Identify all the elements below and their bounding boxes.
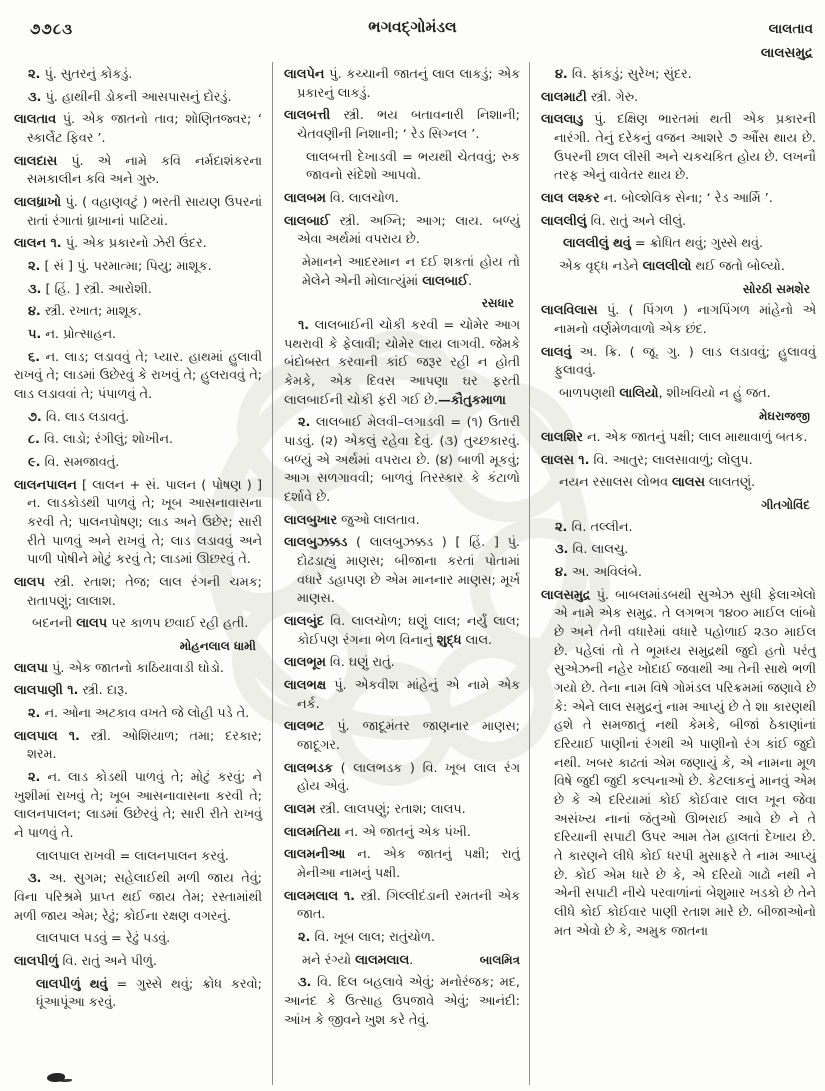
sense-number: ૩. [28,89,42,105]
dictionary-entry: લાલભટ પું. જાદૂમંતર જાણનાર માણસ; જાદૂગર. [284,719,520,754]
dictionary-entry: લાલમ સ્ત્રી. લાલપણું; રતાશ; લાલપ. [284,802,466,818]
sense-number: ૪. [28,304,41,320]
dictionary-entry: લાલવિલાસ પું. ( પિંગળ ) નાગપિંગળ માંહેનો એ નામનો વર્ણમેળવાળો એક છંદ. [541,303,816,337]
idiom-line: લાલલીલું થવું = ક્રોધિત થવું; ગુસ્સે થવું. [563,236,764,252]
idiom-line: લાલપીળું થવું = ગુસ્સે થવું; ક્રોધ કરવો; ધૂંઆપૂંઆ કરવું. [36,976,262,1011]
dictionary-entry: લાલબમ વિ. લાલચોળ. [284,191,399,207]
headword: લાલબત્તી [284,108,331,124]
columns [10,62,818,1085]
sense-number: ૮. [28,432,40,448]
sense-number: ૫. [28,327,42,343]
sense-definition: ૫. ન. પ્રોત્સાહન. [28,327,117,343]
headword: લાલસ ૧. [541,452,590,468]
dictionary-entry: લાલબાઈ સ્ત્રી. અગ્નિ; આગ; લાય. બળ્યું એવા અર્થમાં વપરાય છે. [284,213,520,248]
attribution: સોરઠી સમશેર [742,281,810,296]
headword: લાલમનીઆ [284,847,345,863]
sense-definition: ૬. ન. લાડ; લડાવવું તે; પ્યાર. હાથમાં હુલાવી રાખવું તે; લાડમાં ઉછેરવું કે રાખવું તે; હુલરાવવું તે; લાડ લડાવવાં તે; પંપાળવું તે. [14,349,262,403]
headword: લાલદાસ [14,153,58,169]
headword: લાલપેન [284,67,325,82]
sense-number: ૨. [298,930,311,946]
sense-definition: ૩. પું. હાથીની ડોકની આસપાસનું દોરડું. [28,89,232,105]
page-title: ભગવદ્ગોમંડલ [368,18,457,36]
sense-number: ૨. [28,259,41,275]
headword: લાલબાઈ [284,213,330,229]
headword: લાલશિર [541,430,583,446]
sense-definition: ૨. [ સં ] પું. પરમાત્મા; પિયુ; માશૂક. [28,259,212,275]
dictionary-entry: લાલબત્તી સ્ત્રી. ભય બતાવનારી નિશાની; ચેતવણીની નિશાની; ‘ રેડ સિગ્નલ ’. [284,108,520,143]
dictionary-entry: લાલભક્ષ પું. એકવીશ માંહેનું એ નામે એક નર્ક. [284,678,520,712]
sense-definition: ૨. વિ. તલ્લીન. [555,519,633,535]
column-3 [530,62,818,1085]
dictionary-entry: લાલસ ૧. વિ. આતુર; લાલસાવાળું; લોલુપ. [541,452,753,468]
sense-definition: ૩. વિ. લાલચુ. [555,542,629,558]
headword: લાલભૂમ [284,655,326,671]
sense-definition: ૪. અ. અવિલંબે. [555,564,642,580]
headword: લાલવિલાસ [541,303,598,319]
headword: લાલતાવ [14,112,57,128]
sense-definition: ૨. વિ. ખૂબ લાલ; રાતુંચોળ. [298,930,435,946]
idiom-line: લાલપાલ પડવું = રેઢું પડવું. [36,931,171,947]
page-number: ૭૭૮૩ [30,20,74,38]
sense-definition: ૨. ન. ઓના અટકાવ વખતે જે લોહી પડે તે. [28,706,250,721]
sense-definition: ૩. અ. સુગમ; સહેલાઈથી મળી જાય તેવું; વિના પરિશ્રમે પ્રાપ્ત થઈ જાય તેમ; રસ્તામાંથી મળી જાય એમ; રેઢું; કોઈના રક્ષણ વગરનું. [14,871,262,924]
dictionary-entry: લાલભૂમ વિ. ઘણું રાતું. [284,655,395,671]
headword: લાલમતિયા [284,824,341,840]
headword: લાલપાલ ૧. [14,728,80,744]
sense-definition: ૪. સ્ત્રી. રખાત; માશૂક. [28,304,142,320]
headword: લાલનપાલન [14,477,77,493]
attribution: મોહનલાલ ધામી [179,639,256,654]
dictionary-entry: લાલપાણી ૧. સ્ત્રી. દારૂ. [14,683,128,699]
sense-definition: ૧. લાલબાઈની ચોકી કરવી = ચોમેર આગ પથરાવી કે ફેલાવી; ચોમેર લાય લાગવી. જેમકે બંદોબસ્ત કરવાની કાંઈ જરૂર રહી ન હોતી કેમકે, એક દિવસ આપણા ઘર ફરતી લાલબાઈની ચોકી ફરી ગઈ છે.—કૌતુકમાળા [284,317,520,408]
headword: લાલમલાલ ૧. [284,888,356,904]
headword: લાલધ્રાખો [14,195,62,211]
guide-word-bottom: લાલસમુદ્ર [760,44,813,61]
sense-number: ૩. [298,975,312,991]
headword: લાલબમ [284,191,326,207]
attribution: બાલમિત્ર [479,952,520,967]
dictionary-entry: લાલ લશ્કર ન. બોલ્શેવિક સેના; ‘ રેડ આર્મિ ’. [541,191,773,207]
sense-number: ૩. [28,871,42,887]
dictionary-entry: લાલસમુદ્ર પું. બાબલમાંડબથી સુએઝ સુધી ફેલાએલો એ નામે એક સમુદ્ર. તે લગભગ ૧૪૦૦ માઈલ લાંબો છે અને તેની વધારેમાં વધારે પહોળાઈ ૨૩૦ માઈલ છે. પહેલાં તો તે ભૂમધ્ય સમુદ્રથી જુદો હતો પરંતુ સુએઝની નહેર ખોદાઈ જવાથી આ તેની સાથે ભળી ગયો છે. તેના નામ વિષે ગોમંડલ પરિક્રમમાં જણાવે છે કે: એને લાલ સમુદ્રનું નામ આપ્યું છે તે શા કારણથી હશે તે સમજાતું નથી કેમકે, બીજાં ઠેકાણાંનાં દરિયાઈ પાણીનાં રંગથી એ પાણીનો રંગ કાંઈ જુદો નથી. ખબર કાઢતાં એમ જણાયું કે, એ નામના મૂળ વિષે જુદી જુદી કલ્પનાઓ છે. કેટલાકનું માનવું એમ છે કે એ દરિયામાં કોઈ કોઈવાર લાલ ખૂન જેવા અસંખ્ય નાનાં જંતુઓ ઊભરાઈ આવે છે ને તે દરિયાની સપાટી ઉપર આમ તેમ હાલતાં દેખાય છે. તે કારણને લીધે કોઈ ધરપી મુસાફરે તે નામ આપ્યું છે. કોઈ એમ ધારે છે કે, એ દરિયો ગાઢો નથી ને એની સપાટી નીચે પરવાળાંનાં બેશુમાર ખડકો છે તેને લીધે કોઈ કોઈવાર પાણી રતાશ મારે છે. બીજાઓનો મત એવો છે કે, અમુક જાતના [541,587,816,939]
guide-word-top: લાલતાવ [768,21,813,37]
headword: લાલપ [14,575,45,591]
sense-number: ૨. [28,770,41,786]
dictionary-entry: લાલપાલ ૧. સ્ત્રી. ઓશિયાળ; તમા; દરકાર; શરમ. [14,728,262,763]
sense-definition: ૭. વિ. લાડ લડાવતું. [28,409,130,425]
dictionary-entry: લાલનપાલન [ લાલન + સં. પાલન ( પોષણ ) ] ન. લાડકોડથી પાળવું તે; ખૂબ આસનાવાસના કરવી તે; પાલનપોષણ; લાડ અને ઉછેર; સારી રીતે પાળવું અને રાખવું તે; લાડ લડાવવું અને પાળી પોષીને મોટું કરવું તે; લાડમાં ઊછરવું તે. [14,477,262,568]
dictionary-entry: લાલભડક ( લાલભડક ) વિ. ખૂબ લાલ રંગ હોય એવું. [284,760,521,795]
sense-number: ૬. [28,349,41,365]
headword: લાલભડક [284,760,333,776]
headword: લાલમ [284,802,316,818]
column-1 [10,62,272,1085]
dictionary-entry: લાલવું અ. ક્રિ. ( જૂ. ગુ. ) લાડ લડાવવું; હુલાવવું ફુલાવવું. [541,344,816,379]
headword: લાલસમુદ્ર [541,587,591,603]
headword: લાલ લશ્કર [541,191,600,207]
quotation: એક વૃદ્ધ નડેને લાલલીલો થઈ જતો બોલ્યો. [559,259,785,275]
attribution: ગીતગોવિંદ [761,498,810,513]
dictionary-entry: લાલલીલું વિ. રાતું અને લીલું. [541,213,687,229]
sense-number: ૭. [28,409,42,425]
headword: લાલલાડુ [541,112,584,128]
dictionary-entry: લાલલાડુ પું. દક્ષિણ ભારતમાં થતી એક પ્રકારની નારંગી. તેનું દરેકનું વજન આશરે ૭ ઔંસ થાય છે. ઉપરની છાલ લીસી અને ચકચકિત હોય છે. લખનૌ તરફ એનું વાવેતર થાય છે. [541,112,816,184]
sense-number: ૨. [555,519,568,535]
headword: લાલન ૧. [14,236,62,252]
sense-definition: ૨. લાલબાઈ મેલવી–લગાડવી = (૧) ઉતારી પાડવું. (૨) એકલું રહેવા દેવું. (૩) તુચ્છકારવું. બળ્યું એ અર્થમાં વપરાય છે. (૪) બાળી મૂકવું; આગ સળગાવવી; બાળવું તિરસ્કાર કે કંટાળો દર્શાવે છે. [284,415,520,505]
dictionary-entry: લાલમનીઆ ન. એક જાતનું પક્ષી; રાતું મેનીઆ નામનું પક્ષી. [284,847,520,882]
headword: લાલપાણી ૧. [14,683,79,699]
sense-number: ૯. [28,455,41,471]
guide-words [761,18,813,65]
headword: લાલબુંદ [284,613,324,629]
dictionary-entry: લાલધ્રાખો પું. ( વહાણવટું ) ભરતી સાયણ ઉપરનાં રાતાં રંગાતાં ધ્રાખાનાં પાટિયાં. [14,195,263,229]
dictionary-entry: લાલન ૧. પું. એક પ્રકારનો ઝેરી ઉંદર. [14,236,207,252]
sense-number: ૪. [555,564,568,580]
dictionary-entry: લાલપીળું વિ. રાતું અને પીળું. [14,954,157,970]
dictionary-entry: લાલબુઝક્કડ ( લાલબુઝક્કડ ) [ હિં. ] પું. દોઢડાહ્યું માણસ; બીજાના કરતાં પોતામાં વધારે ડહાપણ છે એમ માનનાર માણસ; મૂર્ખ માણસ. [284,535,521,607]
sense-number: ૨. [28,67,41,82]
sense-number: ૪. [555,67,568,82]
headword: લાલપીળું [14,954,59,970]
sense-definition: ૮. વિ. લાડો; રંગીલું; શોખીન. [28,432,173,448]
page-header [0,14,825,62]
attribution: રસધાર [481,296,514,311]
dictionary-entry: લાલમલાલ ૧. સ્ત્રી. ગિલ્લીદંડાની રમતની એક જાત. [284,888,520,923]
headword: લાલલીલું [541,213,587,229]
headword: લાલપા [14,660,48,676]
dictionary-entry: લાલમાટી સ્ત્રી. ગેરુ. [541,89,639,105]
idiom-line: લાલપાલ રાખવી = લાલનપાલન કરવું. [36,848,229,864]
dictionary-entry: લાલપ સ્ત્રી. રતાશ; તેજ; લાલ રંગની ચમક; રાતાપણું; લાલાશ. [14,575,262,609]
dictionary-entry: લાલશિર ન. એક જાતનું પક્ષી; લાલ માથાવાળું બતક. [541,430,808,446]
sense-number: ૩. [555,542,569,558]
headword: લાલભક્ષ [284,678,327,693]
sense-definition: ૩. વિ. દિલ બહલાવે એવું; મનોરંજક; મદ, આનંદ કે ઉત્સાહ ઉપજાવે એવું; આનંદી: આંખ કે જીવને ખુશ કરે તેવું. [284,975,520,1028]
sense-definition: ૨. ન. લાડ કોડથી પાળવું તે; મોટું કરવું; ને ખુશીમાં રાખવું તે; ખૂબ આસનાવાસના કરવી તે; લાલનપાલન; લાડમાં ઉછેરવું તે; સારી રીતે રાખવું ને પાળવું તે. [14,770,262,842]
quote-with-attribution [284,952,520,971]
attribution: મેઘરાજજી [758,408,810,423]
sense-number: ૩. [28,281,42,297]
dictionary-entry: લાલબુખાર જુઓ લાલતાવ. [284,512,420,528]
headword: લાલભટ [284,719,325,735]
quotation: બાળપણથી લાલિયો, શીખવિયો ન હું જત. [559,385,771,401]
quote-text: મને રંગ્યો લાલમલાલ. [302,952,414,968]
dictionary-entry: લાલતાવ પું. એક જાતનો તાવ; શોણિતજ્વર; ‘ સ્કાર્લેટ ફિવર ’. [14,112,262,147]
sense-number: ૧. [298,317,310,333]
column-2 [272,62,530,1085]
sense-definition: ૩. [ હિં. ] સ્ત્રી. આરોશી. [28,281,152,297]
sense-definition: ૨. પું. સુતરનું કોકડું. [28,67,133,82]
sense-number: ૨. [28,706,41,721]
sense-definition: ૯. વિ. સમજાવતું. [28,455,120,471]
dictionary-entry: લાલપેન પું. કચ્ચાની જાતનું લાલ લાકડું; એક પ્રકારનું લાકડું. [284,67,520,101]
quotation: મેમાનને આદરમાન ન દઈ શકતાં હોય તો મેલેને એની મોલાત્યુંમાં લાલબાઈ. [302,255,520,289]
quotation: નયન રસાલસ લોભવ લાલસ લાલતણું. [559,475,756,491]
headword: લાલવું [541,344,572,360]
headword: લાલબુખાર [284,512,338,528]
dictionary-entry: લાલપા પું. એક જાતનો કાઠિયાવાડી ઘોડો. [14,660,224,676]
sense-definition: ૪. વિ. ફાંકડું; સુરેખ; સુંદર. [555,67,692,82]
dictionary-entry: લાલમતિયા ન. એ જાતનું એક પંખી. [284,824,471,840]
headword: લાલમાટી [541,89,587,105]
headword: લાલબુઝક્કડ [284,535,348,551]
sense-number: ૨. [298,415,311,431]
dictionary-entry: લાલબુંદ વિ. લાલચોળ; ઘણું લાલ; નર્યું લાલ; કોઈપણ રંગના ભેળ વિનાનું શુદ્ધ લાલ. [284,613,520,648]
idiom-line: લાલબત્તી દેખાડવી = ભયથી ચેતવવું; રુક જાવનો સંદેશો આપવો. [306,149,520,184]
dictionary-entry: લાલદાસ પું. એ નામે કવિ નર્મદાશંકરના સમકાલીન કવિ અને ગુરુ. [14,153,262,188]
quotation: બદનની લાલપ પર કાળપ છવાઈ રહી હતી. [32,616,249,632]
